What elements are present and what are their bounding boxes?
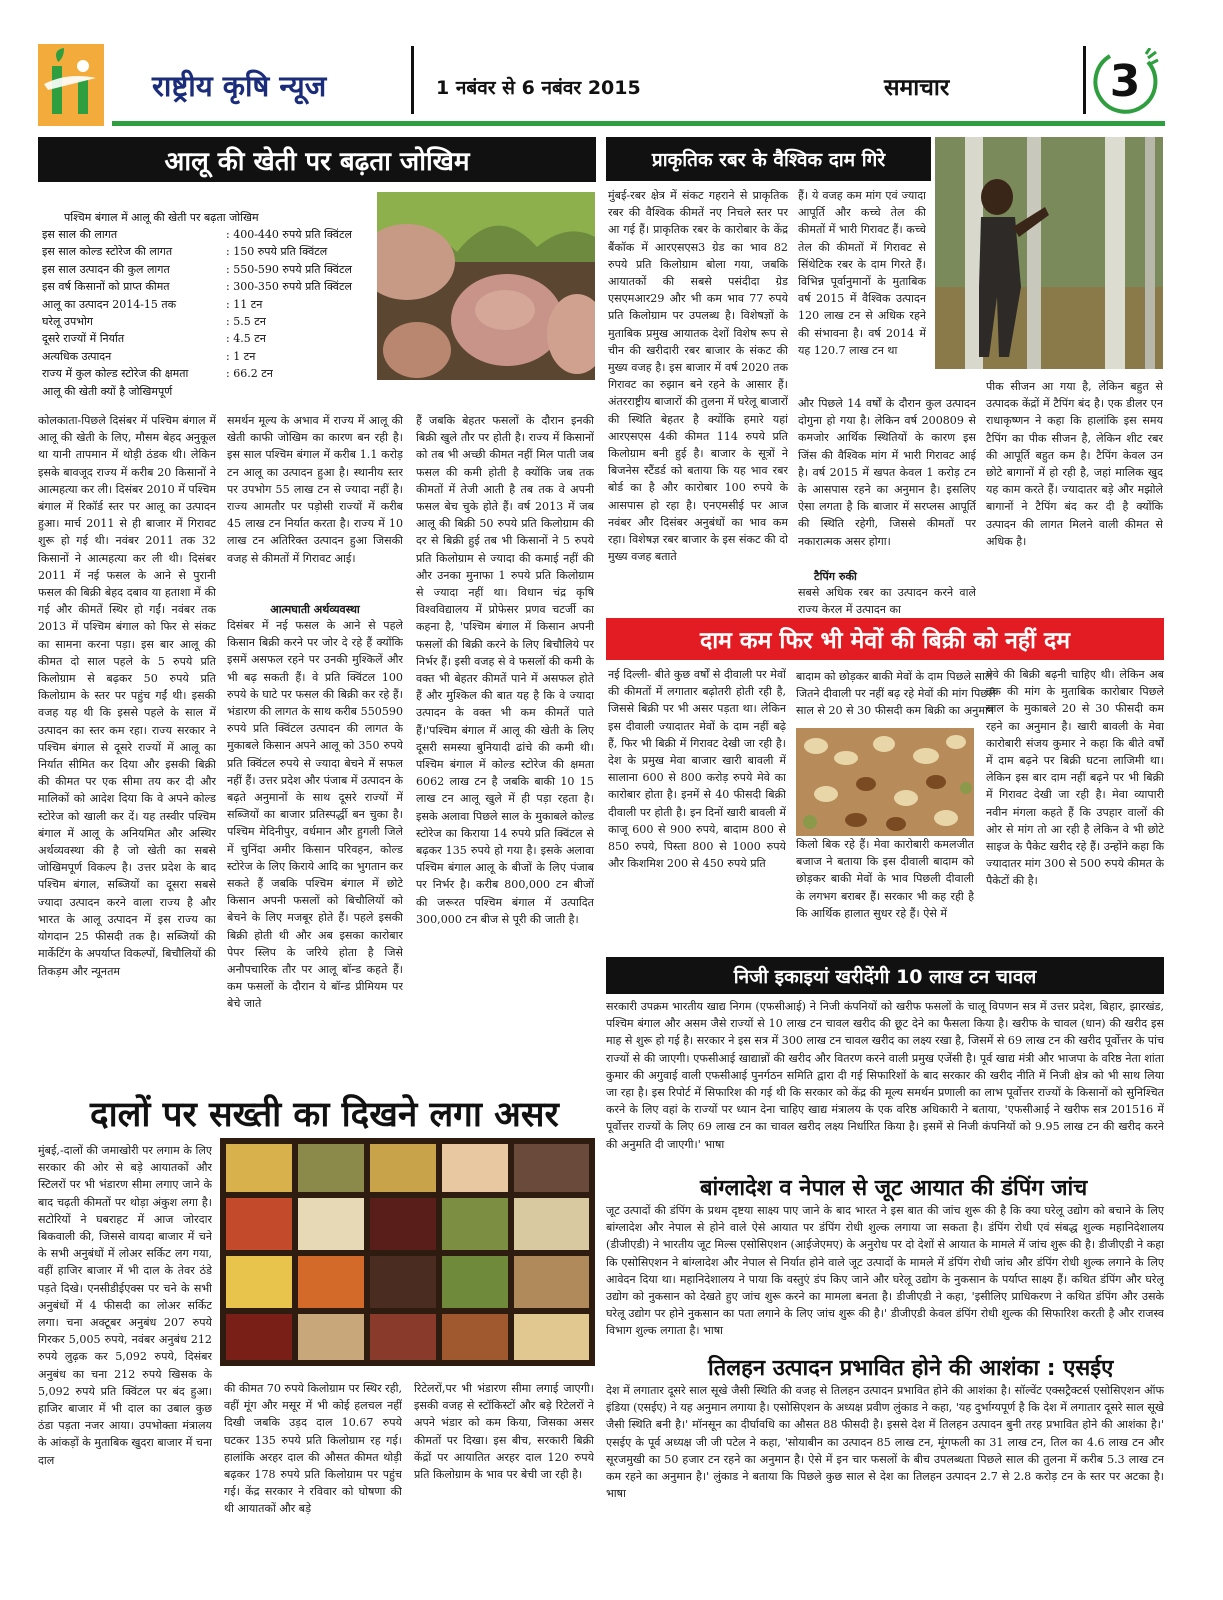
potato-column-1: कोलकाता-पिछले दिसंबर में पश्चिम बंगाल में आलू की खेती के लिए, मौसम बेहद अनुकूल था यानी तापमान में थोड़ी ठंडक थी। लेकिन इसके बावजूद राज्य में करीब 20 किसानों ने आत्महत्या कर ली। दिसंबर 2010 में पश्चिम बंगाल में रिकॉर्ड स्तर पर आलू का उत्पादन हुआ। मार्च 2011 से ही बाजार में गिरावट शुरू हो गई थी। नवंबर 2011 तक 32 किसानों ने आत्महत्या कर ली थी। दिसंबर 2011 में नई फसल के आने से पुरानी फसल की बिक्री बेहद दबाव या हताशा में की गई और कीमतें स्थिर हो गईं। नवंबर तक 2013 में पश्चिम बंगाल को फिर से संकट का सामना करना पड़ा। इस बार आलू की कीमत दो साल पहले के 5 रुपये प्रति किलोग्राम से बढ़कर 50 रुपये प्रति किलोग्राम के स्तर पर पहुंच गईं थी। इसकी वजह यह थी कि इससे पहले के साल में उत्पादन का स्तर कम रहा। राज्य सरकार ने पश्चिम बंगाल से दूसरे राज्यों में आलू का निर्यात सीमित कर दिया और इसकी बिक्री की कीमत पर एक सीमा तय कर दी और मालिकों को आदेश दिया कि वे अपने कोल्ड स्टोरेज को खाली कर दें। यह तस्वीर पश्चिम बंगाल में आलू के अनियमित और अस्थिर अर्थव्यवस्था की है जो खेती का सबसे जोखिमपूर्ण विकल्प है। उत्तर प्रदेश के बाद पश्चिम बंगाल, सब्जियों का दूसरा सबसे ज्यादा उत्पादन करने वाला राज्य है और भारत के आलू उत्पादन में इस राज्य का योगदान 25 फीसदी तक है। सब्जियों की मार्केटिंग के अपर्याप्त विकल्पों, बिचौलियों की तिकड़म और न्यूनतम bbox=[38, 414, 216, 978]
potato-stat-label: इस वर्ष किसानों को प्राप्त कीमत bbox=[42, 280, 170, 294]
rice-body: सरकारी उपक्रम भारतीय खाद्य निगम (एफसीआई) ने निजी कंपनियों को खरीफ फसलों के चालू विपणन सत्र में उत्तर प्रदेश, बिहार, झारखंड, पश्चिम बंगाल और असम जैसे राज्यों से 10 लाख टन चावल खरीद की छूट देने का फैसला किया है। खरीफ के चावल (धान) की खरीद इस माह से शुरू हो गई है। सरकार ने इस सत्र में 300 लाख टन चावल खरीद का लक्ष्य रखा है, जिसमें से 69 लाख टन की खरीद पूर्वोत्तर के पांच राज्यों से की जाएगी। एफसीआई खाद्यान्नों की खरीद और वितरण करने वाली प्रमुख एजेंसी है। पूर्व खाद्य मंत्री और भाजपा के वरिष्ठ नेता शांता कुमार की अगुवाई वाली एफसीआई पुनर्गठन समिति द्वारा दी गई सिफारिशों के बाद सरकार की खरीद नीति में निजी क्षेत्र को भी साथ लिया जा रहा है। इस रिपोर्ट में सिफारिश की गई थी कि सरकार को केंद्र की मूल्य समर्थन प्रणाली का लाभ पूर्वोत्तर राज्यों के किसानों को सुनिश्चित करने के लिए वहां के राज्यों पर ध्यान देना चाहिए खाद्य मंत्रालय के एक वरिष्ठ अधिकारी ने बताया, 'एफसीआई ने खरीफ सत्र 201516 में पूर्वोत्तर राज्यों के लिए 69 लाख टन का चावल खरीद लक्ष्य निर्धारित किया है। इसमें से निजी कंपनियों को 9.95 लाख टन की खरीद करने की अनुमति दी जाएगी।' भाषा bbox=[606, 1000, 1164, 1151]
potatoes-image bbox=[377, 192, 595, 380]
masthead-rule bbox=[112, 121, 1165, 126]
potato-stats-row bbox=[42, 278, 352, 295]
potato-stats-row bbox=[42, 226, 352, 243]
rice-headline-bar bbox=[606, 957, 1164, 994]
potato-stat-label: इस साल की लागत bbox=[42, 228, 118, 241]
potato-stats-box bbox=[42, 209, 372, 400]
nuts-column-1: नई दिल्ली- बीते कुछ वर्षों से दीवाली पर मेवों की कीमतों में लगातार बढ़ोतरी होती रही है, जिससे बिक्री पर भी असर पड़ता था। लेकिन इस दीवाली ज्यादातर मेवों के दाम नहीं बढ़े हैं, फिर भी बिक्री में गिरावट देखी जा रही है। देश के प्रमुख मेवा बाजार खारी बावली में सालाना 600 से 800 करोड़ रुपये मेवे का कारोबार होता है। इनमें से 40 फीसदी बिक्री दीवाली पर होती है। इन दिनों खारी बावली में काजू 600 से 900 रुपये, बादाम 800 से 850 रुपये, पिस्ता 800 से 1000 रुपये और किशमिश 200 से 450 रुपये प्रति bbox=[608, 668, 786, 871]
potato-stats-row bbox=[42, 261, 352, 278]
nuts-column-3: मेवे की बिक्री बढ़नी चाहिए थी। लेकिन अब तक की मांग के मुताबिक कारोबार पिछले साल के मुकाबले 20 से 30 फीसदी कम रहने का अनुमान है। खारी बावली के मेवा कारोबारी संजय कुमार ने कहा कि बीते वर्षों में दाम बढ़ने पर बिक्री घटना लाजिमी था। लेकिन इस बार दाम नहीं बढ़ने पर भी बिक्री में गिरावट देखी जा रही है। मेवा व्यापारी नवीन मंगला कहते हैं कि उपहार वालों की ओर से मांग तो आ रही है लेकिन वे भी छोटे साइज के पैकेट खरीद रहे हैं। उन्होंने कहा कि ज्यादातर मांग 300 से 500 रुपये कीमत के पैकेटों की है। bbox=[986, 668, 1164, 888]
potato-column-2b: दिसंबर में नई फसल के आने से पहले किसान बिक्री करने पर जोर दे रहे हैं क्योंकि इसमें असफल रहने पर उनकी मुश्किलें और भी बढ़ सकती हैं। वे प्रति क्विंटल 100 रुपये के घाटे पर फसल की बिक्री कर रहे हैं। भंडारण की लागत के साथ करीब 550590 रुपये प्रति क्विंटल उत्पादन की लागत के मुकाबले किसान अपने आलू को 350 रुपये प्रति क्विंटल रुपये से ज्यादा बेचने में सफल नहीं हैं। उत्तर प्रदेश और पंजाब में उत्पादन के बढ़ते अनुमानों के साथ दूसरे राज्यों में सब्जियों का बाजार प्रतिस्पर्द्धी बन चुका है। पश्चिम मेदिनीपुर, वर्धमान और हुगली जिले में चुनिंदा अमीर किसान परिवहन, कोल्ड स्टोरेज के लिए किराये आदि का भुगतान कर सकते हैं जबकि पश्चिम बंगाल में छोटे किसान अपनी फसलों को बिचौलियों को बेचने के लिए मजबूर होते हैं। पहले इसकी बिक्री होती थी और अब इसका कारोबार पेपर स्लिप के जरिये होता है जिसे अनौपचारिक तौर पर आलू बॉन्ड कहते हैं। कम फसलों के दौरान ये बॉन्ड प्रीमियम पर बेचे जाते bbox=[227, 619, 403, 1011]
pulses-column-2: की कीमत 70 रुपये किलोग्राम पर स्थिर रही, वहीं मूंग और मसूर में भी कोई हलचल नहीं दिखी जबकि उड़द दाल 10.67 रुपये घटकर 135 रुपये प्रति किलोग्राम रह गई। हालांकि अरहर दाल की औसत कीमत थोड़ी बढ़कर 178 रुपये प्रति किलोग्राम पर पहुंच गई। केंद्र सरकार ने रविवार को घोषणा की थी आयातकों और बड़े bbox=[224, 1382, 402, 1516]
potato-stat-label: दूसरे राज्यों में निर्यात bbox=[42, 332, 125, 346]
potato-stat-label: अत्यधिक उत्पादन bbox=[42, 349, 112, 363]
potato-stats-footer: आलू की खेती क्यों है जोखिमपूर्ण bbox=[42, 384, 173, 398]
dry-fruits-image bbox=[796, 728, 974, 836]
potato-column-3: हैं जबकि बेहतर फसलों के दौरान इनकी बिक्री खुले तौर पर होती है। राज्य में किसानों को तब भी अच्छी कीमत नहीं मिल पाती जब फसल की कमी होती है क्योंकि जब तक कीमतों में तेजी आती है तब तक वे अपनी फसल बेच चुके होते हैं। वर्ष 2013 में जब आलू की बिक्री 50 रुपये प्रति किलोग्राम की दर से बिक्री हुई तब भी किसानों ने 5 रुपये प्रति किलोग्राम से ज्यादा की कमाई नहीं की और उनका मुनाफा 1 रुपये प्रति किलोग्राम से ज्यादा नहीं था। विधान चंद्र कृषि विश्वविद्यालय में प्रोफेसर प्रणव चटर्जी का कहना है, 'पश्चिम बंगाल में किसान अपनी फसलों की बिक्री करने के लिए बिचौलिये पर निर्भर हैं। इसी वजह से वे फसलों की कमी के वक्त भी बेहतर कीमतें पाने में असफल होते हैं और मुश्किल की बात यह है कि वे ज्यादा उत्पादन के वक्त भी कम कीमतें पाते हैं।'पश्चिम बंगाल में आलू की खेती के लिए दूसरी समस्या बुनियादी ढांचे की कमी थी। पश्चिम बंगाल में कोल्ड स्टोरेज की क्षमता 6062 लाख टन है जबकि बाकी 10 15 लाख टन आलू खुले में ही पड़ा रहता है। इसके अलावा पिछले साल के मुकाबले कोल्ड स्टोरेज का किराया 14 रुपये प्रति क्विंटल से बढ़कर 135 रुपये हो गया है। इसके अलावा पश्चिम बंगाल आलू के बीजों के लिए पंजाब पर निर्भर है। करीब 800,000 टन बीजों की जरूरत पश्चिम बंगाल में उत्पादित 300,000 टन बीज से पूरी की जाती है। bbox=[416, 414, 594, 926]
rubber-column-2a: हैं। ये वजह कम मांग एवं ज्यादा आपूर्ति और कच्चे तेल की कीमतों में भारी गिरावट हैं। कच्चे तेल की कीमतों में गिरावट से सिंथेटिक रबर के दाम गिरते हैं। विभिन्न पूर्वानुमानों के मुताबिक वर्ष 2015 में वैश्विक उत्पादन 120 लाख टन से अधिक रहने की संभावना है। वर्ष 2014 में यह 120.7 लाख टन था bbox=[798, 189, 926, 357]
nuts-headline-bar bbox=[606, 618, 1164, 660]
nuts-photo bbox=[796, 728, 974, 836]
potato-stat-value: : 1 टन bbox=[226, 349, 256, 363]
masthead-divider bbox=[411, 46, 414, 114]
potato-headline-bar bbox=[38, 137, 596, 182]
potato-stats-row bbox=[42, 296, 352, 313]
rubber-photo bbox=[935, 137, 1163, 369]
nuts-headline: दाम कम फिर भी मेवों की बिक्री को नहीं दम bbox=[700, 628, 1070, 654]
potato-stat-value: : 400-440 रुपये प्रति क्विंटल bbox=[226, 228, 352, 241]
section-name: समाचार bbox=[884, 75, 950, 101]
rubber-column-2c: सबसे अधिक रबर का उत्पादन करने वाले राज्य केरल में उत्पादन का bbox=[798, 586, 976, 617]
pulses-column-1: मुंबई,-दालों की जमाखोरी पर लगाम के लिए सरकार की ओर से बड़े आयातकों और स्टिलरों पर भी भंडारण सीमा लगाए जाने के बाद चढ़ती कीमतों पर थोड़ा अंकुश लगा है। सटोरियों ने घबराहट में आज जोरदार बिकवाली की, जिससे वायदा बाजार में चने के सभी अनुबंधों में लोअर सर्किट लग गया, वहीं हाजिर बाजार में भी दाल के तेवर ठंडे पड़ते दिखे। एनसीडीईएक्स पर चने के सभी अनुबंधों में 4 फीसदी का लोअर सर्किट लगा। चना अक्टूबर अनुबंध 207 रुपये गिरकर 5,005 रुपये, नवंबर अनुबंध 212 रुपये लुढ़क कर 5,092 रुपये, दिसंबर अनुबंध का चना 212 रुपये खिसक के 5,092 रुपये प्रति क्विंटल पर बंद हुआ। हाजिर बाजार में भी दाल का उबाल कुछ ठंडा पड़ता नजर आया। उपभोक्ता मंत्रालय के आंकड़ों के मुताबिक खुदरा बाजार में चना दाल bbox=[38, 1144, 212, 1467]
potato-stat-label: राज्य में कुल कोल्ड स्टोरेज की क्षमता bbox=[42, 367, 189, 381]
potato-stat-value: : 4.5 टन bbox=[226, 332, 266, 346]
pulses-grid-image bbox=[220, 1138, 595, 1366]
rubber-subhead: टैपिंग रुकी bbox=[814, 570, 857, 583]
pulses-photo bbox=[220, 1138, 595, 1366]
rice-headline: निजी इकाइयां खरीदेंगी 10 लाख टन चावल bbox=[733, 965, 1037, 988]
leaf-logo-icon bbox=[38, 44, 104, 126]
rubber-headline-bar bbox=[606, 137, 931, 181]
potato-subhead: आत्मघाती अर्थव्यवस्था bbox=[270, 603, 360, 616]
pulses-column-3: रिटेलरों,पर भी भंडारण सीमा लगाई जाएगी। इसकी वजह से स्टॉकिस्टों और बड़े रिटेलरों ने अपने भंडार को कम किया, जिसका असर कीमतों पर दिखा। इस बीच, सरकारी बिक्री केंद्रों पर आयातित अरहर दाल 120 रुपये प्रति किलोग्राम के भाव पर बेची जा रही है। bbox=[414, 1382, 594, 1482]
nuts-column-2-top: बादाम को छोड़कर बाकी मेवों के दाम पिछले साल जितने दीवाली पर नहीं बढ़ रहे मेवों की मांग पिछले साल से 20 से 30 फीसदी कम बिक्री का अनुमान bbox=[796, 670, 996, 718]
potato-stats-table bbox=[42, 226, 352, 383]
rubber-headline: प्राकृतिक रबर के वैश्विक दाम गिरे bbox=[651, 149, 886, 171]
jute-headline: बांग्लादेश व नेपाल से जूट आयात की डंपिंग जांच bbox=[700, 1176, 1088, 1201]
oilseed-headline: तिलहन उत्पादन प्रभावित होने की आशंका : एसईए bbox=[708, 1356, 1114, 1381]
oilseed-body: देश में लगातार दूसरे साल सूखे जैसी स्थिति की वजह से तिलहन उत्पादन प्रभावित होने की आशंका है। सॉल्वेंट एक्सट्रैक्टर्स एसोसिएशन ऑफ इंडिया (एसईए) ने यह अनुमान लगाया है। एसोसिएशन के अध्यक्ष प्रवीण लुंकाड ने कहा, 'यह दुर्भाग्यपूर्ण है कि देश में लगातार दूसरे साल सूखे जैसी स्थिति बनी है।' मॉनसून का दीर्घावधि का औसत 88 फीसदी है। इससे देश में तिलहन उत्पादन बुनी तरह प्रभावित होने की आशंका है।' एसईए के पूर्व अध्यक्ष जी जी पटेल ने कहा, 'सोयाबीन का उत्पादन 85 लाख टन, मूंगफली का 31 लाख टन, तिल का 4.6 लाख टन और सूरजमुखी का 50 हजार टन रहने का अनुमान है। ऐसे में इन चार फसलों के बीच उपलब्धता पिछले साल की तुलना में करीब 5.3 लाख टन कम रहने का अनुमान है।' लुंकाड ने बताया कि पिछले कुछ साल से देश का तिलहन उत्पादन 2.7 से 2.8 करोड़ टन के स्तर पर अटका है। भाषा bbox=[606, 1384, 1164, 1501]
potato-stat-value: : 5.5 टन bbox=[226, 315, 266, 329]
potato-stat-value: : 150 रुपये प्रति क्विंटल bbox=[226, 245, 328, 259]
potato-stat-label: इस साल उत्पादन की कुल लागत bbox=[42, 262, 170, 276]
logo bbox=[38, 44, 104, 126]
potato-column-2a: समर्थन मूल्य के अभाव में राज्य में आलू की खेती काफी जोखिम का कारण बन रही है। इस साल पश्चिम बंगाल में करीब 1.1 करोड़ टन आलू का उत्पादन हुआ है। स्थानीय स्तर पर उपभोग 55 लाख टन से ज्यादा नहीं है। राज्य आमतौर पर पड़ोसी राज्यों में करीब 45 लाख टन निर्यात करता है। राज्य में 10 लाख टन अतिरिक्त उत्पादन हुआ जिसकी वजह से कीमतों में गिरावट आई। bbox=[227, 414, 403, 565]
rubber-tapping-image bbox=[935, 137, 1163, 369]
potato-stats-row bbox=[42, 365, 352, 382]
potato-stat-value: : 550-590 रुपये प्रति क्विंटल bbox=[226, 262, 352, 276]
paper-name: राष्ट्रीय कृषि न्यूज bbox=[152, 69, 327, 103]
nuts-column-2-bottom: किलो बिक रहे हैं। मेवा कारोबारी कमलजीत बजाज ने बताया कि इस दीवाली बादाम को छोड़कर बाकी मेवों के भाव पिछली दीवाली के लगभग बराबर हैं। सरकार भी कह रही है कि आर्थिक हालात सुधर रहे हैं। ऐसे में bbox=[796, 838, 974, 920]
potato-stat-value: : 66.2 टन bbox=[226, 367, 273, 381]
potato-stats-row bbox=[42, 243, 352, 260]
rubber-column-1: मुंबई-रबर क्षेत्र में संकट गहराने से प्राकृतिक रबर की वैश्विक कीमतें नए निचले स्तर पर आ गई हैं। प्राकृतिक रबर के कारोबार के केंद्र बैंकॉक में आरएसएस3 ग्रेड का भाव 82 रुपये प्रति किलोग्राम बोला गया, जबकि आयातकों की सबसे पसंदीदा ग्रेड एसएमआर29 और भी कम भाव 77 रुपये प्रति किलोग्राम पर उपलब्ध है। विशेषज्ञों के मुताबिक प्रमुख आयातक देशों विशेष रूप से चीन की खरीदारी रबर बाजार के संकट की मुख्य वजह है। इस बाजार में वर्ष 2020 तक गिरावट का रुझान बने रहने के आसार हैं। अंतरराष्ट्रीय बाजारों की तुलना में घरेलू बाजारों की स्थिति बेहतर है क्योंकि हमारे यहां आरएसएस 4की कीमत 114 रुपये प्रति किलोग्राम बनी हुई है। बाजार के सूत्रों ने बिजनेस स्टैंडर्ड को बताया कि यह भाव रबर बोर्ड का है और कारोबार 100 रुपये के आसपास हो रहा है। एनएमसीई पर आज नवंबर और दिसंबर अनुबंधों का भाव कम रहा। विशेषज्ञ रबर बाजार के इस संकट की दो मुख्य वजह बताते bbox=[608, 189, 788, 564]
issue-date: 1 नबंवर से 6 नबंवर 2015 bbox=[436, 77, 641, 99]
rubber-column-2b: और पिछले 14 वर्षों के दौरान कुल उत्पादन दोगुना हो गया है। लेकिन वर्ष 200809 से कमजोर आर्थिक स्थितियों के कारण इस जिंस की वैश्विक मांग में भारी गिरावट आई है। वर्ष 2015 में खपत केवल 1 करोड़ टन के आसपास रहने का अनुमान है। इसलिए ऐसा लगता है कि बाजार में सरप्लस आपूर्ति की स्थिति रहेगी, जिससे कीमतों पर नकारात्मक असर होगा। bbox=[798, 397, 976, 548]
potato-headline: आलू की खेती पर बढ़ता जोखिम bbox=[164, 146, 470, 177]
page-number: 3 bbox=[1109, 56, 1141, 107]
potato-stats-row bbox=[42, 330, 352, 347]
potato-stat-label: इस साल कोल्ड स्टोरेज की लागत bbox=[42, 245, 173, 259]
potato-stats-title: पश्चिम बंगाल में आलू की खेती पर बढ़ता जोखिम bbox=[64, 211, 259, 224]
masthead-divider-2 bbox=[1083, 46, 1086, 114]
potato-stats-row bbox=[42, 348, 352, 365]
page-number-badge bbox=[1090, 48, 1160, 118]
pulses-headline: दालों पर सख्ती का दिखने लगा असर bbox=[90, 1095, 559, 1135]
potato-stat-label: आलू का उत्पादन 2014-15 तक bbox=[42, 297, 177, 311]
potato-stats-row bbox=[42, 313, 352, 330]
jute-body: जूट उत्पादों की डंपिंग के प्रथम दृष्टया साक्ष्य पाए जाने के बाद भारत ने इस बात की जांच शुरू की है कि क्या घरेलू उद्योग को बचाने के लिए बांग्लादेश और नेपाल से होने वाले ऐसे आयात पर डंपिंग रोधी शुल्क लगाया जा सकता है। डंपिंग रोधी एवं संबद्ध शुल्क महानिदेशालय (डीजीएडी) ने भारतीय जूट मिल्स एसोसिएशन (आईजेएमए) के अनुरोध पर दो देशों से आयात के मामले में जांच शुरू की है। डीजीएडी ने कहा कि एसोसिएशन ने बांग्लादेश और नेपाल से निर्यात होने वाले जूट उत्पादों के मामले में डंपिंग रोधी जांच और डंपिंग रोधी शुल्क लगाने के लिए आवेदन दिया था। महानिदेशालय ने पाया कि वस्तुएं डंप किए जाने और घरेलू उद्योग के नुकसान के पर्याप्त साक्ष्य हैं। कथित डंपिंग और घरेलू उद्योग को नुकसान को देखते हुए जांच शुरू करने का मामला बनता है। डीजीएडी ने कहा, 'इसीलिए प्राधिकरण ने कथित डंपिंग और उसके घरेलू उद्योग पर होने नुकसान का पता लगाने के लिए जांच शुरू की है।' डीजीएडी केवल डंपिंग रोधी शुल्क की सिफारिश करती है और राजस्व विभाग शुल्क लगाता है। भाषा bbox=[606, 1204, 1164, 1338]
potato-stat-label: घरेलू उपभोग bbox=[42, 315, 94, 329]
rubber-column-3: पीक सीजन आ गया है, लेकिन बहुत से उत्पादक केंद्रों में टैपिंग बंद है। एक डीलर एन राधाकृष्णन ने कहा कि हालांकि इस समय टैपिंग का पीक सीजन है, लेकिन शीट रबर की आपूर्ति बहुत कम है। टैपिंग केवल उन छोटे बागानों में हो रही है, जहां मालिक खुद यह काम करते हैं। ज्यादातर बड़े और मझोले बागानों ने टैपिंग बंद कर दी है क्योंकि उत्पादन की लागत मिलने वाली कीमत से अधिक है। bbox=[986, 380, 1163, 548]
potato-photo bbox=[377, 192, 595, 380]
potato-stat-value: : 300-350 रुपये प्रति क्विंटल bbox=[226, 280, 352, 294]
potato-stat-value: : 11 टन bbox=[226, 297, 263, 311]
